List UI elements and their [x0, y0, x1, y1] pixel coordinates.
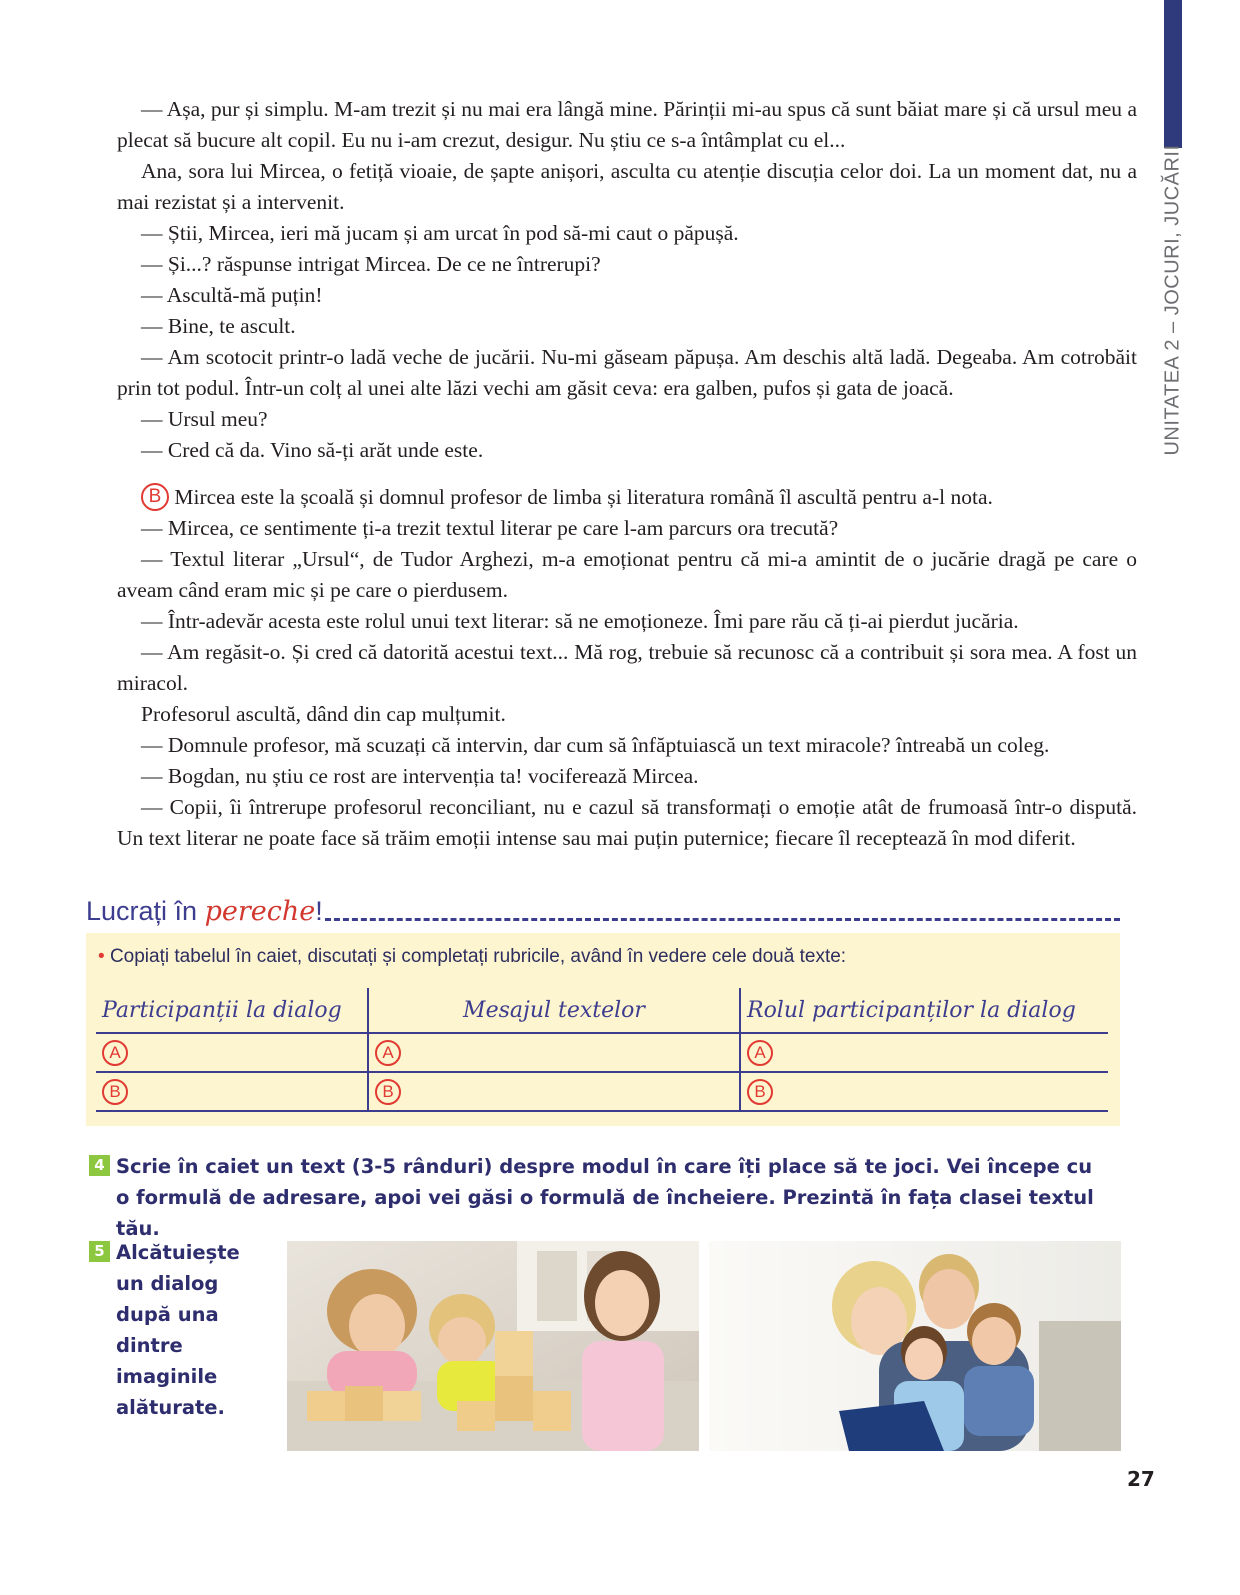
story-paragraph: — Domnule profesor, mă scuzați că intervin, dar cum să înfăptuiască un text miracole? întreabă un coleg.	[141, 733, 1050, 757]
photo-children-playing	[287, 1241, 699, 1451]
table-cell	[740, 1072, 1108, 1111]
story-paragraph: — Într-adevăr acesta este rolul unui text literar: să ne emoționeze. Îmi pare rău că ți-ai pierdut jucăria.	[141, 609, 1019, 633]
family-reading-image	[709, 1241, 1121, 1451]
table-cell	[96, 1072, 368, 1111]
pair-title-start: Lucrați în	[86, 896, 205, 926]
table-cell	[368, 1033, 740, 1072]
story-paragraph: — Bogdan, nu știu ce rost are intervenția ta! vociferează Mircea.	[141, 764, 699, 788]
column-header: Rolul participanților la dialog	[740, 988, 1108, 1033]
table-cell	[96, 1033, 368, 1072]
side-accent-bar	[1164, 0, 1182, 148]
pair-title-end: !	[315, 896, 323, 926]
story-b-intro-text: Mircea este la școală și domnul profesor de limba și literatura română îl ascultă pentru a-l nota.	[174, 485, 993, 509]
table-row	[96, 1033, 1108, 1072]
story-paragraph: — Ursul meu?	[141, 407, 268, 431]
marker-b-badge: B	[141, 483, 169, 511]
pair-work-title	[86, 896, 323, 927]
story-paragraph: Ana, sora lui Mircea, o fetiță vioaie, de șapte anișori, asculta cu atenție discuția celor doi. La un moment dat, nu a mai rezistat și a intervenit.	[117, 159, 1137, 214]
task-number-badge: 5	[89, 1241, 110, 1262]
marker-b-badge: B	[375, 1079, 401, 1105]
story-text	[117, 94, 1137, 854]
story-paragraph: — Copii, îi întrerupe profesorul reconciliant, nu e cazul să transformați o emoție atât de frumoasă într-o dispută. Un text literar ne poate face să trăim emoții intense sau mai puțin puternice; fiecare îl receptează în mod diferit.	[117, 795, 1137, 850]
pair-title-accent: pereche	[204, 896, 316, 927]
dashed-divider	[325, 918, 1120, 921]
table-cell	[368, 1072, 740, 1111]
marker-a-badge: A	[747, 1040, 773, 1066]
marker-a-badge: A	[102, 1040, 128, 1066]
story-paragraph: — Ascultă-mă puțin!	[141, 283, 323, 307]
story-paragraph: Profesorul ascultă, dând din cap mulțumit.	[141, 702, 506, 726]
story-paragraph: — Știi, Mircea, ieri mă jucam și am urcat în pod să-mi caut o păpușă.	[141, 221, 739, 245]
story-paragraph: — Așa, pur și simplu. M-am trezit și nu mai era lângă mine. Părinții mi-au spus că sunt băiat mare și că ursul meu a plecat să bucure alt copil. Eu nu i-am crezut, desigur. Nu știu ce s-a întâmplat cu el...	[117, 97, 1137, 152]
story-b-intro	[117, 482, 1137, 513]
story-paragraph: — Și...? răspunse intrigat Mircea. De ce ne întrerupi?	[141, 252, 601, 276]
children-playing-image	[287, 1241, 699, 1451]
marker-b-badge: B	[747, 1079, 773, 1105]
dialog-table	[96, 988, 1108, 1112]
photo-family-reading	[709, 1241, 1121, 1451]
story-paragraph: — Am scotocit printr-o ladă veche de jucării. Nu-mi găseam păpușa. Am deschis altă ladă. Degeaba. Am cotrobăit prin tot podul. Într-un colț al unei alte lăzi vechi am găsit ceva: era galben, pufos și gata de joacă.	[117, 345, 1137, 400]
story-paragraph: — Textul literar „Ursul“, de Tudor Arghezi, m-a emoționat pentru că mi-a amintit de o jucărie dragă pe care o aveam când eram mic și pe care o pierdusem.	[117, 547, 1137, 602]
column-header: Mesajul textelor	[368, 988, 740, 1033]
marker-a-badge: A	[375, 1040, 401, 1066]
task-5	[89, 1237, 264, 1423]
unit-label: UNITATEA 2 – JOCURI, JUCĂRII	[1161, 144, 1184, 456]
task-number-badge: 4	[89, 1155, 110, 1176]
story-paragraph: — Mircea, ce sentimente ți-a trezit textul literar pe care l-am parcurs ora trecută?	[141, 516, 839, 540]
bullet-icon: •	[98, 946, 105, 967]
task-4-text: Scrie în caiet un text (3-5 rânduri) despre modul în care îți place să te joci. Vei începe cu o formulă de adresare, apoi vei găsi o formulă de încheiere. Prezintă în fața clasei textul tău.	[116, 1155, 1094, 1240]
page-number: 27	[1127, 1467, 1155, 1491]
pair-work-instruction	[98, 946, 846, 968]
marker-b-badge: B	[102, 1079, 128, 1105]
story-paragraph: — Cred că da. Vino să-ți arăt unde este.	[141, 438, 484, 462]
task-4	[89, 1151, 1099, 1244]
story-paragraph: — Am regăsit-o. Și cred că datorită acestui text... Mă rog, trebuie să recunosc că a contribuit și sora mea. A fost un miracol.	[117, 640, 1137, 695]
instruction-text: Copiați tabelul în caiet, discutați și completați rubricile, având în vedere cele două texte:	[109, 946, 847, 967]
column-header: Participanții la dialog	[96, 988, 368, 1033]
table-row	[96, 1072, 1108, 1111]
table-header-row	[96, 988, 1108, 1033]
story-paragraph: — Bine, te ascult.	[141, 314, 296, 338]
task-5-text: Alcătuiește un dialog după una dintre imaginile alăturate.	[116, 1241, 240, 1419]
table-cell	[740, 1033, 1108, 1072]
